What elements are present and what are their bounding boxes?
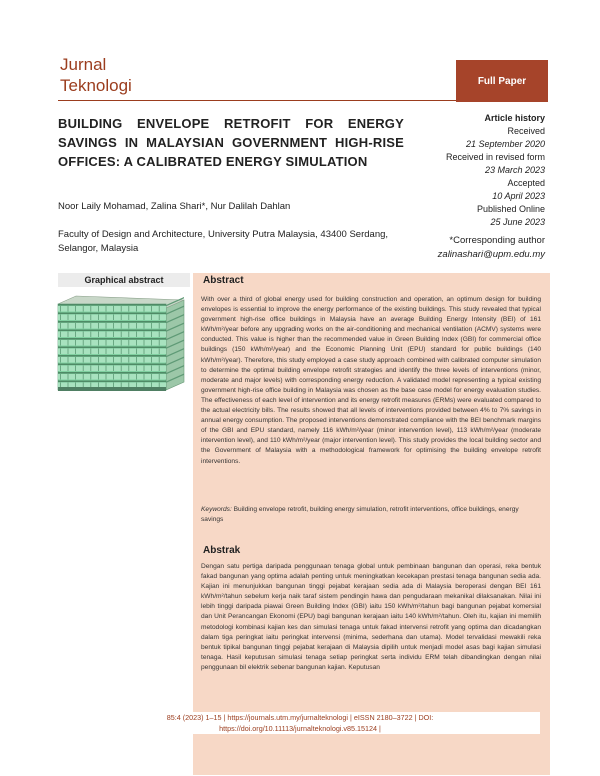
window-mullion: [75, 366, 76, 372]
window-mullion: [144, 315, 145, 321]
window-mullion: [128, 323, 129, 329]
history-revised-label: Received in revised form: [445, 152, 545, 162]
footer-line1: 85:4 (2023) 1–15 | https://journals.utm.my/jurnalteknologi | eISSN 2180–3722 | DOI:: [166, 713, 434, 722]
window-mullion: [159, 323, 160, 329]
page-footer: [60, 712, 540, 734]
floor-slab: [58, 355, 166, 357]
window-mullion: [121, 366, 122, 372]
window-mullion: [98, 366, 99, 372]
graphical-abstract-label: Graphical abstract: [58, 273, 190, 287]
window-mullion: [128, 306, 129, 312]
window-band: [58, 366, 166, 372]
abstrak-heading: Abstrak: [203, 545, 241, 556]
floor-slab: [58, 313, 166, 315]
window-mullion: [121, 340, 122, 346]
history-accepted-date: 10 April 2023: [492, 191, 545, 201]
window-mullion: [60, 332, 61, 338]
paper-title: BUILDING ENVELOPE RETROFIT FOR ENERGY SAVINGS IN MALAYSIAN GOVERNMENT HIGH-RISE OFFICES: A CALIBRATED ENERGY SIMULATION: [58, 116, 404, 169]
window-mullion: [90, 366, 91, 372]
window-mullion: [144, 340, 145, 346]
window-mullion: [98, 374, 99, 380]
floor-slab: [58, 372, 166, 374]
window-mullion: [144, 366, 145, 372]
window-mullion: [121, 349, 122, 355]
window-mullion: [98, 332, 99, 338]
window-mullion: [60, 349, 61, 355]
window-mullion: [151, 332, 152, 338]
article-history: [405, 112, 545, 229]
window-mullion: [151, 323, 152, 329]
window-mullion: [136, 340, 137, 346]
window-band: [58, 340, 166, 346]
window-mullion: [159, 366, 160, 372]
window-band: [58, 306, 166, 312]
window-mullion: [113, 340, 114, 346]
window-mullion: [60, 340, 61, 346]
window-mullion: [83, 323, 84, 329]
window-mullion: [159, 332, 160, 338]
window-mullion: [83, 340, 84, 346]
window-mullion: [128, 315, 129, 321]
window-mullion: [68, 340, 69, 346]
abstract-heading: Abstract: [203, 275, 244, 286]
history-accepted-label: Accepted: [507, 178, 545, 188]
window-mullion: [83, 306, 84, 312]
window-mullion: [144, 349, 145, 355]
window-mullion: [159, 340, 160, 346]
window-band: [58, 374, 166, 380]
window-mullion: [98, 323, 99, 329]
window-mullion: [128, 349, 129, 355]
window-mullion: [106, 357, 107, 363]
history-published-date: 25 June 2023: [490, 217, 545, 227]
window-mullion: [136, 332, 137, 338]
window-band: [58, 349, 166, 355]
history-title: Article history: [484, 113, 545, 123]
window-mullion: [144, 332, 145, 338]
window-mullion: [83, 349, 84, 355]
abstract-panel: [193, 273, 550, 537]
window-mullion: [159, 306, 160, 312]
window-mullion: [83, 374, 84, 380]
window-mullion: [121, 357, 122, 363]
window-mullion: [68, 366, 69, 372]
window-mullion: [106, 349, 107, 355]
window-mullion: [75, 340, 76, 346]
window-mullion: [60, 306, 61, 312]
window-mullion: [136, 306, 137, 312]
floor-slab: [58, 338, 166, 340]
window-mullion: [75, 374, 76, 380]
window-mullion: [106, 323, 107, 329]
window-mullion: [106, 315, 107, 321]
window-mullion: [128, 332, 129, 338]
window-band: [58, 315, 166, 321]
window-mullion: [136, 349, 137, 355]
building-model-illustration: [48, 286, 193, 396]
window-mullion: [159, 349, 160, 355]
window-mullion: [159, 374, 160, 380]
window-mullion: [106, 306, 107, 312]
window-mullion: [68, 357, 69, 363]
window-mullion: [159, 357, 160, 363]
keywords-label: Keywords:: [201, 506, 232, 513]
window-mullion: [121, 332, 122, 338]
floor-slab: [58, 347, 166, 349]
window-mullion: [151, 357, 152, 363]
window-mullion: [98, 315, 99, 321]
window-mullion: [113, 306, 114, 312]
window-mullion: [113, 357, 114, 363]
window-mullion: [151, 349, 152, 355]
window-mullion: [151, 366, 152, 372]
window-mullion: [75, 357, 76, 363]
window-mullion: [90, 357, 91, 363]
window-mullion: [75, 332, 76, 338]
window-mullion: [159, 315, 160, 321]
header-rule: [58, 100, 456, 101]
window-mullion: [90, 323, 91, 329]
keywords-text: Building envelope retrofit, building energy simulation, retrofit interventions, office buildings, energy savings: [201, 506, 519, 523]
floor-slab: [58, 330, 166, 332]
journal-name-line2: Teknologi: [60, 76, 132, 95]
window-mullion: [60, 315, 61, 321]
window-band: [58, 357, 166, 363]
window-mullion: [106, 374, 107, 380]
window-mullion: [60, 366, 61, 372]
window-mullion: [136, 366, 137, 372]
window-mullion: [121, 315, 122, 321]
history-revised-date: 23 March 2023: [484, 165, 545, 175]
window-mullion: [90, 315, 91, 321]
floor-slab: [58, 381, 166, 383]
window-mullion: [75, 349, 76, 355]
window-mullion: [136, 323, 137, 329]
window-mullion: [128, 366, 129, 372]
window-mullion: [68, 315, 69, 321]
window-mullion: [75, 315, 76, 321]
window-mullion: [83, 332, 84, 338]
window-mullion: [121, 323, 122, 329]
history-received-date: 21 September 2020: [465, 139, 545, 149]
graphical-abstract-image: [48, 286, 193, 396]
history-received-label: Received: [507, 126, 545, 136]
window-mullion: [144, 374, 145, 380]
window-mullion: [75, 323, 76, 329]
window-mullion: [144, 323, 145, 329]
window-mullion: [144, 306, 145, 312]
window-mullion: [83, 366, 84, 372]
window-mullion: [68, 323, 69, 329]
window-mullion: [128, 357, 129, 363]
window-mullion: [90, 340, 91, 346]
window-mullion: [113, 332, 114, 338]
window-mullion: [83, 315, 84, 321]
window-mullion: [68, 374, 69, 380]
window-mullion: [68, 349, 69, 355]
window-mullion: [90, 306, 91, 312]
window-mullion: [151, 340, 152, 346]
window-mullion: [106, 366, 107, 372]
window-mullion: [136, 315, 137, 321]
window-mullion: [151, 374, 152, 380]
window-mullion: [60, 374, 61, 380]
window-mullion: [68, 332, 69, 338]
full-paper-badge: Full Paper: [456, 60, 548, 102]
window-mullion: [83, 357, 84, 363]
history-published-label: Published Online: [476, 204, 545, 214]
window-mullion: [128, 374, 129, 380]
abstract-body: With over a third of global energy used for building construction and operation, an optimum design for building envelopes is essential to improve the energy performance of the existing buildings. This study revealed that typical government high-rise office buildings in Malaysia have an average Building Energy Intensity (BEI) of 161 kWh/m²/year before any upgrading works on the air-conditioning and mechanical ventilation (ACMV) systems were conducted. This value is higher than the recommended value in Green Building Index (GBI) for commercial office buildings (150 kWh/m²/year) and the Economic Planning Unit (EPU) standard for public buildings (140 kWh/m²/year). Therefore, this study employed a case study approach combined with calibrated computer simulation to determine the optimal building envelope retrofit strategies and identify the three levels of interventions (minor, moderate and major levels) with corresponding energy reduction. A validated model representing a typical existing government high-rise office building in Malaysia was chosen as the base case model for energy evaluation studies. The effectiveness of each level of intervention and its energy retrofit measures (ERMs) were evaluated compared to the actual electricity bills. The results showed that all levels of interventions provided between 4% to 7% savings in annual energy consumption. The proposed interventions demonstrated compliance with the BEI benchmark margins of the GBI and EPU standard, namely 116 kWh/m²/year (minor intervention level), 113 kWh/m²/year (moderate intervention level), and 110 kWh/m²/year (major intervention level). This study provides the local building sector and the Government of Malaysia with a methodological framework for optimising the building envelope retrofit interventions.: [201, 296, 541, 465]
window-mullion: [136, 357, 137, 363]
abstrak-panel: [193, 537, 550, 775]
window-mullion: [106, 332, 107, 338]
corresponding-label: *Corresponding author: [449, 235, 545, 246]
window-mullion: [113, 374, 114, 380]
floor-slab: [58, 321, 166, 323]
window-mullion: [98, 349, 99, 355]
window-mullion: [121, 306, 122, 312]
window-mullion: [68, 306, 69, 312]
window-mullion: [90, 374, 91, 380]
footer-line2: https://doi.org/10.11113/jurnalteknologi.v85.15124 |: [219, 724, 381, 733]
window-mullion: [113, 323, 114, 329]
corresponding-email[interactable]: zalinashari@upm.edu.my: [437, 249, 545, 260]
window-mullion: [98, 357, 99, 363]
keywords: [201, 505, 541, 525]
window-mullion: [128, 340, 129, 346]
window-mullion: [98, 340, 99, 346]
window-mullion: [90, 349, 91, 355]
corresponding-author: [385, 234, 545, 262]
window-mullion: [90, 332, 91, 338]
journal-name-line1: Jurnal: [60, 55, 107, 74]
window-band: [58, 323, 166, 329]
paper-affiliation: Faculty of Design and Architecture, University Putra Malaysia, 43400 Serdang, Selangor, Malaysia: [58, 229, 389, 254]
window-band: [58, 332, 166, 338]
window-mullion: [60, 357, 61, 363]
window-mullion: [121, 374, 122, 380]
floor-slab: [58, 364, 166, 366]
floor-slab: [58, 304, 166, 306]
window-mullion: [106, 340, 107, 346]
window-mullion: [75, 306, 76, 312]
window-mullion: [60, 323, 61, 329]
window-mullion: [113, 315, 114, 321]
window-mullion: [98, 306, 99, 312]
window-mullion: [136, 374, 137, 380]
abstrak-body: Dengan satu pertiga daripada penggunaan tenaga global untuk pembinaan bangunan dan operasi, reka bentuk fakad bangunan yang optima adalah penting untuk meningkatkan kecekapan prestasi tenaga bangunan sedia ada. Kajian ini menunjukkan bangunan tinggi pejabat kerajaan sedia ada di Malaysia beroperasi dengan BEI 161 kWh/m²/tahun sebelum kerja naik taraf sistem pendingin hawa dan pengudaraan mekanikal dilaksanakan. Nilai ini lebih tinggi daripada piawai Green Building Index (GBI) iaitu 150 kWh/m²/tahun bagi bangunan pejabat komersial dan Unit Perancangan Ekonomi (EPU) bagi bangunan kerajaan iaitu 140 kWh/m²/tahun. Oleh itu, kajian ini memilih metodologi kombinasi kajian kes dan simulasi tenaga untuk fakad intervensi retrofit yang optima dan dicadangkan dalam tiga peringkat iaitu peringkat intervensi (minima, sederhana dan utama). Model tervalidasi mewakili reka bentuk tipikal bangunan tinggi pejabat kerajaan di Malaysia dipilih untuk menjadi model asas bagi kajian simulasi tenaga. Hasil keputusan simulasi tenaga setiap peringkat serta individu ERM telah dibandingkan dengan nilai penggunaan bil elektrik sebenar bangunan kajian. Keputusan: [201, 563, 541, 671]
window-mullion: [144, 357, 145, 363]
paper-authors: Noor Laily Mohamad, Zalina Shari*, Nur Dalilah Dahlan: [58, 201, 291, 212]
window-mullion: [151, 315, 152, 321]
window-mullion: [113, 349, 114, 355]
window-mullion: [113, 366, 114, 372]
journal-name: [60, 54, 132, 96]
window-mullion: [151, 306, 152, 312]
